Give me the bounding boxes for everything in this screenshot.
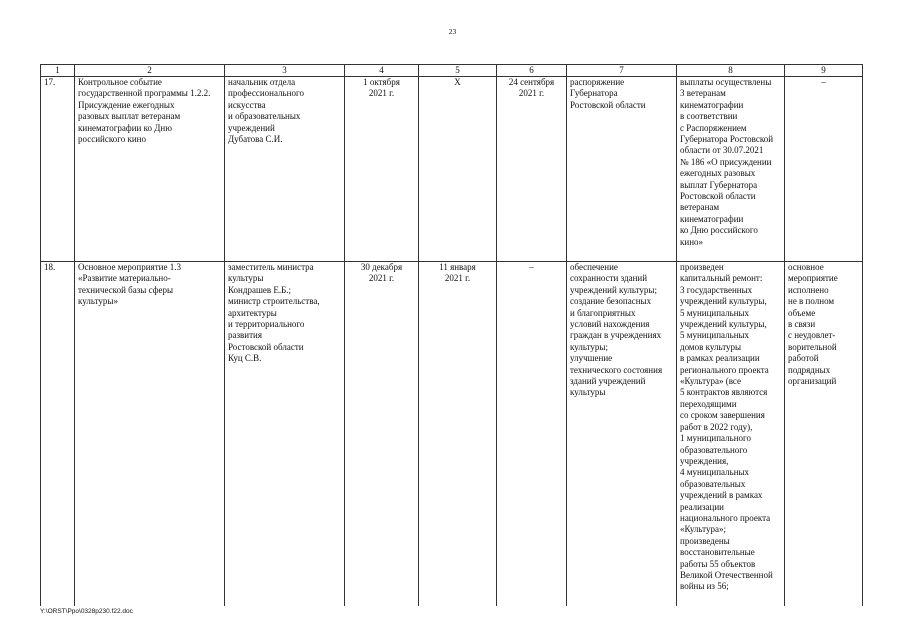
fact-start-date: 11 января 2021 г. bbox=[419, 262, 497, 607]
column-number: 5 bbox=[419, 65, 497, 77]
column-number: 2 bbox=[75, 65, 225, 77]
file-path: Y:\ORST\Ppo\0328p230.f22.doc bbox=[40, 608, 133, 615]
plan-date: 30 декабря 2021 г. bbox=[345, 262, 419, 607]
activity-name: Основное мероприятие 1.3 «Развитие материально- технической базы сферы культуры» bbox=[75, 262, 225, 607]
column-number: 6 bbox=[497, 65, 567, 77]
activity-name: Контрольное событие государственной программы 1.2.2. Присуждение ежегодных разовых выплат ветеранам кинематографии ко Дню российского кино bbox=[75, 77, 225, 262]
row-number: 17. bbox=[41, 77, 75, 262]
responsible-person: начальник отдела профессионального искусства и образовательных учреждений Дубатова С.И. bbox=[225, 77, 345, 262]
actual-results: произведен капитальный ремонт: 3 государственных учреждений культуры, 5 муниципальных учреждений культуры, 5 муниципальных домов культуры в рамках реализации регионального проекта «Культура» (все 5 контрактов являются переходящими со сроком завершения работ в 2022 году), 1 муниципального образовательного учреждения, 4 муниципальных образовательных учреждений в рамках реализации национального проекта «Культура»; произведены восстановительные работы 55 объектов Великой Отечественной войны из 56; bbox=[677, 262, 785, 607]
reasons: – bbox=[785, 77, 863, 262]
fact-start-date: X bbox=[419, 77, 497, 262]
responsible-person: заместитель министра культуры Кондрашев Е.Б.; министр строительства, архитектуры и территориального развития Ростовской области Куц С.В. bbox=[225, 262, 345, 607]
actual-results: выплаты осуществлены 3 ветеранам кинематографии в соответствии с Распоряжением Губернатора Ростовской области от 30.07.2021 № 186 «О присуждении ежегодных разовых выплат Губернатора Ростовской области ветеранам кинематографии ко Дню российского кино» bbox=[677, 77, 785, 262]
page-number: 23 bbox=[448, 27, 457, 36]
planned-results: распоряжение Губернатора Ростовской области bbox=[567, 77, 677, 262]
column-number: 4 bbox=[345, 65, 419, 77]
table-row bbox=[41, 77, 863, 262]
column-number: 7 bbox=[567, 65, 677, 77]
column-number: 8 bbox=[677, 65, 785, 77]
column-number-row bbox=[41, 65, 863, 77]
fact-end-date: 24 сентября 2021 г. bbox=[497, 77, 567, 262]
column-number: 3 bbox=[225, 65, 345, 77]
column-number: 1 bbox=[41, 65, 75, 77]
plan-date: 1 октября 2021 г. bbox=[345, 77, 419, 262]
row-number: 18. bbox=[41, 262, 75, 607]
table-row bbox=[41, 262, 863, 607]
reasons: основное мероприятие исполнено не в полном объеме в связи с неудовлет- ворительной работой подрядных организаций bbox=[785, 262, 863, 607]
report-table bbox=[40, 64, 863, 606]
column-number: 9 bbox=[785, 65, 863, 77]
planned-results: обеспечение сохранности зданий учреждений культуры; создание безопасных и благоприятных условий нахождения граждан в учреждениях культуры; улучшение технического состояния зданий учреждений культуры bbox=[567, 262, 677, 607]
fact-end-date: – bbox=[497, 262, 567, 607]
